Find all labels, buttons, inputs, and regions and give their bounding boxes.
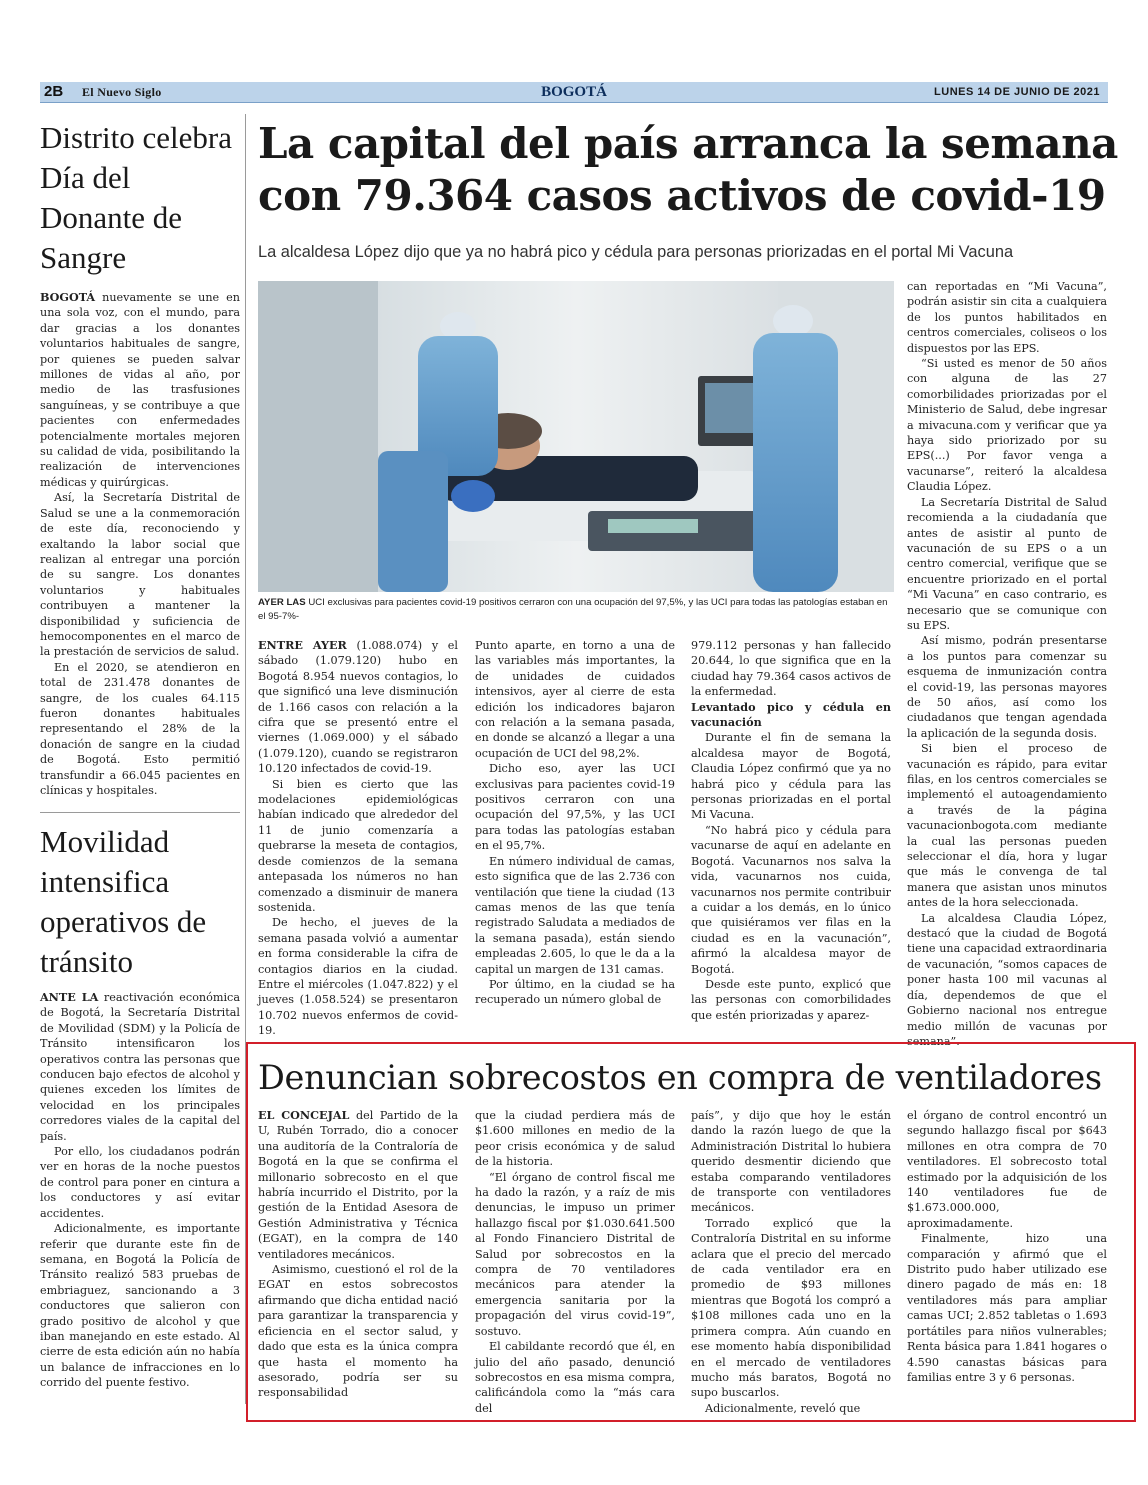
issue-date: LUNES 14 DE JUNIO DE 2021	[934, 86, 1100, 98]
sidebar-story1-lead: BOGOTÁ	[40, 290, 96, 304]
second-story-paragraph: EL CONCEJAL del Partido de la U, Rubén Torrado, dio a conocer una auditoría de la Contraloría de Bogotá en la que se confirma el millonario sobrecosto en el que habría incurrido el Distrito, por la gestión de la Entidad Asesora de Gestión Administrativa y Técnica (EGAT), en la compra de 140 ventiladores mecánicos.	[258, 1108, 458, 1261]
main-story-paragraph: Por último, en la ciudad se ha recuperado un número global de	[475, 977, 675, 1007]
sidebar-story2-body	[40, 990, 240, 1391]
photo-caption-lead: AYER LAS	[258, 597, 306, 608]
second-story-paragraph: país”, y dijo que hoy le están dando la razón luego de que la Administración Distrital lo hubiera querido desmentir diciendo que estaba comparando ventiladores de transporte con ventiladores mecánicos.	[691, 1109, 891, 1215]
second-story-lead: EL CONCEJAL	[258, 1108, 350, 1122]
second-story-column-4	[907, 1108, 1107, 1385]
main-story-paragraph: La Secretaría Distrital de Salud recomienda a la ciudadanía que antes de asistir al punto de vacunación de su EPS o a un centro comercial, verifique que se encuentre priorizado en el portal “Mi Vacuna” en caso contrario, es necesario que se comunique con su EPS.	[907, 495, 1107, 632]
section-name: BOGOTÁ	[541, 84, 607, 100]
main-story-paragraph: ENTRE AYER (1.088.074) y el sábado (1.079.120) hubo en Bogotá 8.954 nuevos contagios, lo que significó una leve disminución de 1.166 casos con relación a la cifra que se presentó entre el viernes (1.069.000) y el sábado (1.079.120), cuando se registraron 10.120 infectados de covid-19.	[258, 638, 458, 776]
page-number: 2B	[44, 83, 64, 100]
sidebar-story1-body	[40, 290, 240, 798]
main-story-paragraph: 979.112 personas y han fallecido 20.644, lo que significa que en la ciudad hay 79.364 casos activos de la enfermedad.	[691, 639, 891, 699]
second-story-paragraph: Asimismo, cuestionó el rol de la EGAT en estos sobrecostos afirmando que dicha entidad nació para garantizar la transparencia y eficiencia en el sector salud, y dado que esta es la única compra que hasta el momento ha asesorado, podría ser su responsabilidad	[258, 1263, 458, 1400]
main-story-paragraph: “Si usted es menor de 50 años con alguna de las 27 comorbilidades priorizadas por el Ministerio de Salud, debe ingresar a mivacuna.com y verificar que ya haya sido priorizado por su EPS(...) Por favor venga a vacunarse”, reiteró la alcaldesa Claudia López.	[907, 357, 1107, 494]
second-story-paragraph: Finalmente, hizo una comparación y afirmó que el Distrito pudo haber utilizado ese dinero pagado de más en: 18 ventiladores más para ampliar camas UCI; 2.852 tabletas o 1.693 portátiles para niños vulnerables; Renta básica para 1.841 hogares o 4.590 canastas básicas para familias entre 3 y 6 personas.	[907, 1232, 1107, 1384]
main-story-paragraph: Si bien es cierto que las modelaciones epidemiológicas habían indicado que alrededor del 11 de junio comenzaría a quebrarse la meseta de contagios, desde comienzos de la semana antepasada los números no han comenzado a disminuir de manera sostenida.	[258, 777, 458, 914]
main-story-paragraph: Dicho eso, ayer las UCI exclusivas para pacientes covid-19 positivos cerraron con una ocupación del 97,5%, y las UCI para todas las patologías estaban en el 95,7%.	[475, 762, 675, 853]
main-story-paragraph: En número individual de camas, esto significa que de las 2.736 con ventilación que tiene la ciudad (13 camas menos de las que tenía registrado Saludata a mediados de la semana pasada), están siendo empleadas 2.605, lo que le da a la capital un margen de 131 camas.	[475, 854, 675, 976]
page-header-bar	[40, 82, 1108, 103]
sidebar-story2-paragraph: ANTE LA reactivación económica de Bogotá, la Secretaría Distrital de Movilidad (SDM) y la Policía de Tránsito intensificaron los operativos contra las personas que conducen bajo efectos de alcohol y quienes exceden los límites de velocidad en los principales corredores viales de la capital del país.	[40, 990, 240, 1143]
main-story-paragraph: Desde este punto, explicó que las personas con comorbilidades que estén priorizadas y aparez-	[691, 977, 891, 1022]
main-story-subhead: Levantado pico y cédula en vacunación	[691, 699, 891, 730]
main-story-paragraph: Así mismo, podrán presentarse a los puntos para comenzar su esquema de inmunización contra el covid-19, las personas mayores de 50 años, así como los ciudadanos que tengan agendada la aplicación de la segunda dosis.	[907, 634, 1107, 740]
main-story-paragraph: La alcaldesa Claudia López, destacó que la ciudad de Bogotá tiene una capacidad extraordinaria de vacunación, “somos capaces de poner hasta 100 mil vacunas al día, dependemos de que el Gobierno nacional nos entregue medio millón de vacunas por semana”.	[907, 911, 1107, 1048]
sidebar-story2-lead: ANTE LA	[40, 990, 99, 1004]
main-story-column-4	[907, 279, 1107, 1049]
main-subheadline: La alcaldesa López dijo que ya no habrá pico y cédula para personas priorizadas en el portal Mi Vacuna	[258, 243, 1014, 261]
main-story-column-3	[691, 638, 891, 1023]
sidebar-story2-paragraph: Adicionalmente, es importante referir que durante este fin de semana, en Bogotá la Policía de Tránsito realizó 583 pruebas de embriaguez, sancionando a 3 conductores que salieron con grado positivo de alcohol y que iban manejando en este estado. Al cierre de esta edición aún no había un balance de infracciones en lo corrido del puente festivo.	[40, 1222, 240, 1390]
main-story-paragraph: Punto aparte, en torno a una de las variables más importantes, la de unidades de cuidados intensivos, ayer al cierre de esta edición los indicadores bajaron con relación a la semana pasada, en donde se alcanzó a llegar a una ocupación de UCI del 98,2%.	[475, 639, 675, 760]
sidebar-story2-paragraph: Por ello, los ciudadanos podrán ver en horas de la noche puestos de control para poner en cintura a los conductores y así evitar accidentes.	[40, 1145, 240, 1220]
sidebar-story2-title: Movilidad intensifica operativos de tránsito	[40, 824, 207, 979]
main-story-paragraph: Si bien el proceso de vacunación es rápido, para evitar filas, en los centros comerciales se implementó el autoagendamiento a través de la página vacunacionbogota.com mediante la cual las personas pueden seleccionar el día, hora y lugar que más le convenga de tal manera que asistan unos minutos antes de la hora seleccionada.	[907, 742, 1107, 910]
main-story-column-1	[258, 638, 458, 1039]
second-story-column-3	[691, 1108, 891, 1416]
second-story-paragraph: Adicionalmente, reveló que	[705, 1401, 861, 1415]
main-story-column-2	[475, 638, 675, 1008]
photo-illustration	[258, 281, 894, 592]
hospital-icu-photo	[258, 281, 894, 592]
main-story-paragraph: Durante el fin de semana la alcaldesa mayor de Bogotá, Claudia López confirmó que ya no habrá pico y cédula para las personas priorizadas en el portal Mi Vacuna.	[691, 731, 891, 822]
second-story-column-2	[475, 1108, 675, 1416]
photo-caption: AYER LAS UCI exclusivas para pacientes covid-19 positivos cerraron con una ocupación del 97,5%, y las UCI para todas las patologías estaban en el 95-7%-	[258, 597, 888, 622]
main-headline: La capital del país arranca la semana con 79.364 casos activos de covid-19	[258, 119, 1118, 220]
second-story-paragraph: Torrado explicó que la Contraloría Distrital en su informe aclara que el precio del mercado de cada ventilador era en promedio de $93 millones mientras que Bogotá los compró a $108 millones cada uno en la primera compra. Aún cuando en ese momento había disponibilidad en el mercado de ventiladores mucho más baratos, Bogotá no supo buscarlos.	[691, 1216, 891, 1400]
main-story-lead: ENTRE AYER	[258, 638, 347, 652]
sidebar-story1-paragraph: En el 2020, se atendieron en total de 231.478 donantes de sangre, de los cuales 64.115 fueron donantes habituales representando el 28% de la donación de sangre en la ciudad de Bogotá. Esto permitió transfundir a 66.045 pacientes en clínicas y hospitales.	[40, 660, 240, 797]
second-story-paragraph: “El órgano de control fiscal me ha dado la razón, y a raíz de mis denuncias, le impuso un primer hallazgo fiscal por $1.030.641.500 al Fondo Financiero Distrital de Salud por sobrecostos en la compra de 70 ventiladores mecánicos para atender la emergencia sanitaria por la propagación del virus covid-19”, sostuvo.	[475, 1170, 675, 1338]
second-story-paragraph: que la ciudad perdiera más de $1.600 millones en medio de la peor crisis económica y de salud de la historia.	[475, 1109, 675, 1169]
publication-name: El Nuevo Siglo	[82, 85, 162, 99]
main-story-paragraph: “No habrá pico y cédula para vacunarse de aquí en adelante en Bogotá. Vacunarnos nos salva la vida, vacunarnos nos cuida, vacunarnos nos permite contribuir a cuidar a los demás, en lo único que quisiéramos ver filas en la ciudad es en la vacunación”, afirmó la alcaldesa mayor de Bogotá.	[691, 823, 891, 976]
sidebar-story1-paragraph: BOGOTÁ nuevamente se une en una sola voz, con el mundo, para dar gracias a los donantes voluntarios habituales de sangre, por quienes se pueden salvar millones de vidas al año, por medio de las trasfusiones sanguíneas, y se contribuye a que pacientes con enfermedades potencialmente mortales mejoren su calidad de vida, posibilitando la realización de intervenciones médicas y quirúrgicas.	[40, 290, 240, 489]
second-story-paragraph: el órgano de control encontró un segundo hallazgo fiscal por $643 millones en otra compra de 70 ventiladores. El sobrecosto total estimado por la adquisición de los 140 ventiladores fue de $1.673.000.000, aproximadamente.	[907, 1109, 1107, 1230]
sidebar-story1-paragraph: Así, la Secretaría Distrital de Salud se une a la conmemoración de este día, reconociendo y exaltando la labor social que realizan al entregar una porción de su sangre. Los donantes voluntarios y habituales contribuyen a mantener la disponibilidad y suficiencia de hemocomponentes en el marco de la prestación de servicios de salud.	[40, 491, 240, 659]
sidebar-story1-title: Distrito celebra Día del Donante de Sangre	[40, 120, 232, 275]
sidebar-divider	[40, 812, 240, 813]
main-story-paragraph: De hecho, el jueves de la semana pasada volvió a aumentar en forma considerable la cifra de contagios diarios en la ciudad. Entre el miércoles (1.047.822) y el jueves (1.058.524) se presentaron 10.702 nuevos enfermos de covid-19.	[258, 916, 458, 1038]
second-story-column-1	[258, 1108, 458, 1401]
second-story-headline: Denuncian sobrecostos en compra de ventiladores	[258, 1058, 1102, 1097]
main-story-paragraph: can reportadas en “Mi Vacuna”, podrán asistir sin cita a cualquiera de los puntos habilitados en centros comerciales, coliseos o los dispuestos por las EPS.	[907, 280, 1107, 355]
second-story-paragraph: El cabildante recordó que él, en julio del año pasado, denunció sobrecostos en esa misma compra, calificándola como la “más cara del	[475, 1340, 675, 1415]
